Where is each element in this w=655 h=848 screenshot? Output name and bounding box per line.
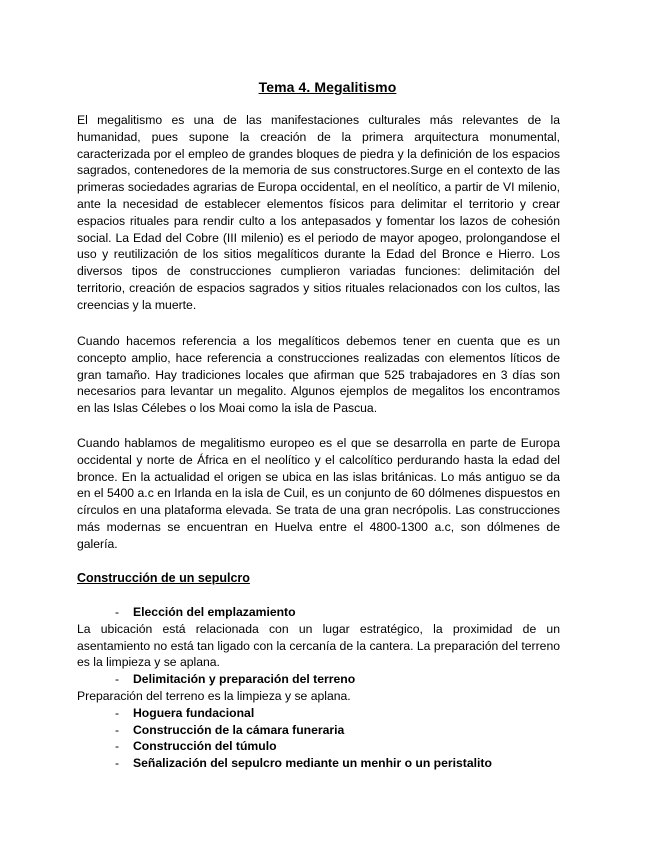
document-title: Tema 4. Megalitismo: [258, 79, 397, 95]
step-description: Preparación del terreno es la limpieza y se aplana.: [77, 688, 351, 703]
bullet-dash: -: [115, 705, 120, 720]
step-label: Construcción de la cámara funeraria: [133, 722, 345, 737]
bullet-dash: -: [115, 722, 120, 737]
bullet-dash: -: [115, 672, 120, 687]
step-label: Elección del emplazamiento: [133, 605, 296, 619]
step-label: Señalización del sepulcro mediante un menhir o un peristalito: [133, 756, 492, 771]
paragraph-intro: El megalitismo es una de las manifestaciones culturales más relevantes de la humanidad, pues supone la creación de la primera arquitectura monumental, caracterizada por el empleo de grandes bloques de piedra y la definición de los espacios sagrados, contenedores de la memoria de sus constructores.Surge en el contexto de las primeras sociedades agrarias de Europa occidental, en el neolítico, a partir de VI milenio, ante la necesidad de establecer elementos físicos para delimitar el territorio y crear espacios rituales para rendir culto a los antepasados y fomentar los lazos de cohesión social. La Edad del Cobre (III milenio) es el periodo de mayor apogeo, prolongandose el uso y reutilización de los sitios megalíticos durante la Edad del Bronce e Hierro. Los diversos tipos de construcciones cumplieron variadas funciones: delimitación del territorio, creación de espacios sagrados y sitios rituales relacionados con los cultos, las creencias y la muerte.: [77, 113, 560, 312]
construction-steps-list: [77, 604, 560, 772]
bullet-dash: -: [115, 756, 120, 771]
step-item: [77, 738, 560, 755]
step-item: [77, 705, 560, 722]
step-label: Delimitación y preparación del terreno: [133, 672, 356, 687]
step-item: [77, 671, 560, 688]
section-heading-sepulcro: Construcción de un sepulcro: [77, 571, 250, 585]
step-label: Construcción del túmulo: [133, 739, 277, 754]
bullet-dash: -: [115, 605, 120, 619]
step-label: Hoguera fundacional: [133, 705, 255, 720]
step-item: [77, 722, 560, 739]
step-item: [77, 755, 560, 772]
step-item: [77, 604, 560, 621]
paragraph-megaliths-concept: Cuando hacemos referencia a los megalíticos debemos tener en cuenta que es un concepto amplio, hace referencia a construcciones realizadas con elementos líticos de gran tamaño. Hay tradiciones locales que afirman que 525 trabajadores en 3 días son necesarios para levantar un megalito. Algunos ejemplos de megalitos los encontramos en las Islas Célebes o los Moai como la isla de Pascua.: [77, 334, 560, 416]
step-description: La ubicación está relacionada con un lugar estratégico, la proximidad de un asentamiento no está tan ligado con la cercanía de la cantera. La preparación del terreno es la limpieza y se aplana.: [77, 621, 560, 670]
bullet-dash: -: [115, 739, 120, 754]
paragraph-european-megalithism: Cuando hablamos de megalitismo europeo es el que se desarrolla en parte de Europa occidental y norte de África en el neolítico y el calcolítico perdurando hasta la edad del bronce. En la actualidad el origen se ubica en las islas británicas. Lo más antiguo se da en el 5400 a.c en Irlanda en la isla de Cuil, es un conjunto de 60 dólmenes dispuestos en círculos en una plataforma elevada. Se trata de una gran necrópolis. Las construcciones más modernas se encuentran en Huelva entre el 4800-1300 a.c, son dólmenes de galería.: [77, 436, 560, 551]
